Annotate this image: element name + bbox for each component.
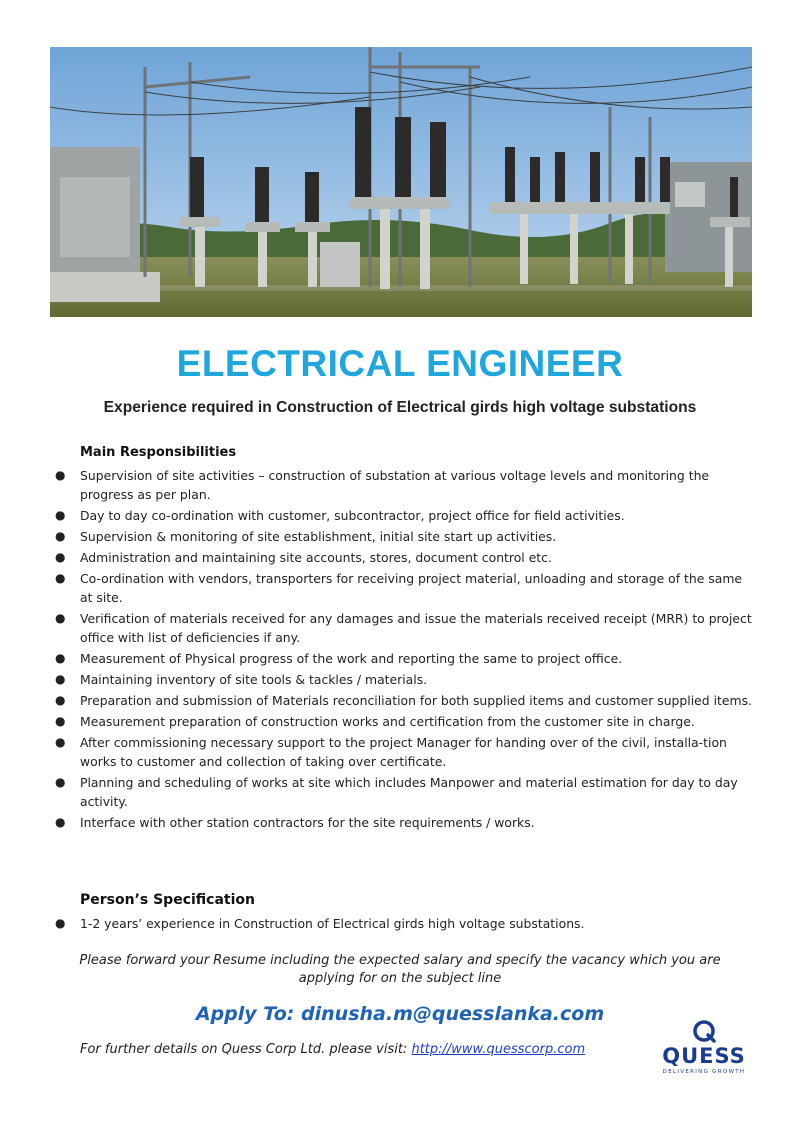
list-item: ● Maintaining inventory of site tools & tackles / materials. bbox=[55, 672, 428, 687]
list-item: ● Measurement preparation of construction works and certification from the customer site in charge. bbox=[55, 714, 695, 729]
further-details bbox=[80, 1042, 585, 1057]
list-item: ● 1-2 years’ experience in Construction of Electrical girds high voltage substations. bbox=[55, 916, 585, 931]
bullet-icon: ● bbox=[55, 611, 66, 625]
bullet-icon: ● bbox=[55, 714, 66, 728]
list-item: ● Measurement of Physical progress of the work and reporting the same to project office. bbox=[55, 651, 623, 666]
bullet-icon: ● bbox=[55, 815, 66, 829]
responsibilities-list bbox=[52, 466, 752, 834]
substation-photo bbox=[50, 47, 752, 317]
quess-logo bbox=[658, 1018, 750, 1080]
job-title: ELECTRICAL ENGINEER bbox=[176, 343, 624, 384]
logo-wordmark: QUESS bbox=[662, 1044, 746, 1068]
details-text: For further details on Quess Corp Ltd. please visit: bbox=[80, 1042, 408, 1057]
list-item: ● After commissioning necessary support to the project Manager for handing over of the civil, installa-tion works to customer and collection of taking over certificate. bbox=[55, 735, 727, 769]
forward-instructions: Please forward your Resume including the expected salary and specify the vacancy which you are applying for on the subject line bbox=[79, 953, 721, 986]
list-item: ● Preparation and submission of Materials reconciliation for both supplied items and customer supplied items. bbox=[55, 693, 752, 708]
list-item: ● Administration and maintaining site accounts, stores, document control etc. bbox=[55, 550, 552, 565]
bullet-icon: ● bbox=[55, 672, 66, 686]
list-item: ● Planning and scheduling of works at site which includes Manpower and material estimation for day to day activity. bbox=[55, 775, 738, 809]
main-responsibilities-heading: Main Responsibilities bbox=[80, 445, 237, 460]
job-subtitle: Experience required in Construction of Electrical girds high voltage substations bbox=[103, 399, 697, 416]
bullet-icon: ● bbox=[55, 468, 66, 482]
list-item: ● Interface with other station contractors for the site requirements / works. bbox=[55, 815, 535, 830]
person-spec-heading: Person’s Specification bbox=[80, 892, 255, 908]
bullet-icon: ● bbox=[55, 735, 66, 749]
list-item: ● Supervision of site activities – construction of substation at various voltage levels and monitoring the progress as per plan. bbox=[55, 468, 710, 502]
list-item: ● Day to day co-ordination with customer, subcontractor, project office for field activities. bbox=[55, 508, 625, 523]
bullet-icon: ● bbox=[55, 775, 66, 789]
bullet-icon: ● bbox=[55, 651, 66, 665]
bullet-icon: ● bbox=[55, 693, 66, 707]
bullet-icon: ● bbox=[55, 529, 66, 543]
list-item: ● Supervision & monitoring of site establishment, initial site start up activities. bbox=[55, 529, 557, 544]
person-spec-list bbox=[52, 914, 752, 933]
bullet-icon: ● bbox=[55, 571, 66, 585]
bullet-icon: ● bbox=[55, 916, 66, 930]
list-item: ● Co-ordination with vendors, transporters for receiving project material, unloading and storage of the same at site. bbox=[55, 571, 743, 605]
website-link[interactable]: http://www.quesscorp.com bbox=[411, 1042, 586, 1057]
bullet-icon: ● bbox=[55, 508, 66, 522]
logo-tagline: DELIVERING GROWTH bbox=[662, 1069, 746, 1075]
apply-email[interactable]: Apply To: dinusha.m@quesslanka.com bbox=[195, 1003, 605, 1025]
list-item: ● Verification of materials received for any damages and issue the materials received receipt (MRR) to project office with list of deficiencies if any. bbox=[55, 611, 752, 645]
bullet-icon: ● bbox=[55, 550, 66, 564]
